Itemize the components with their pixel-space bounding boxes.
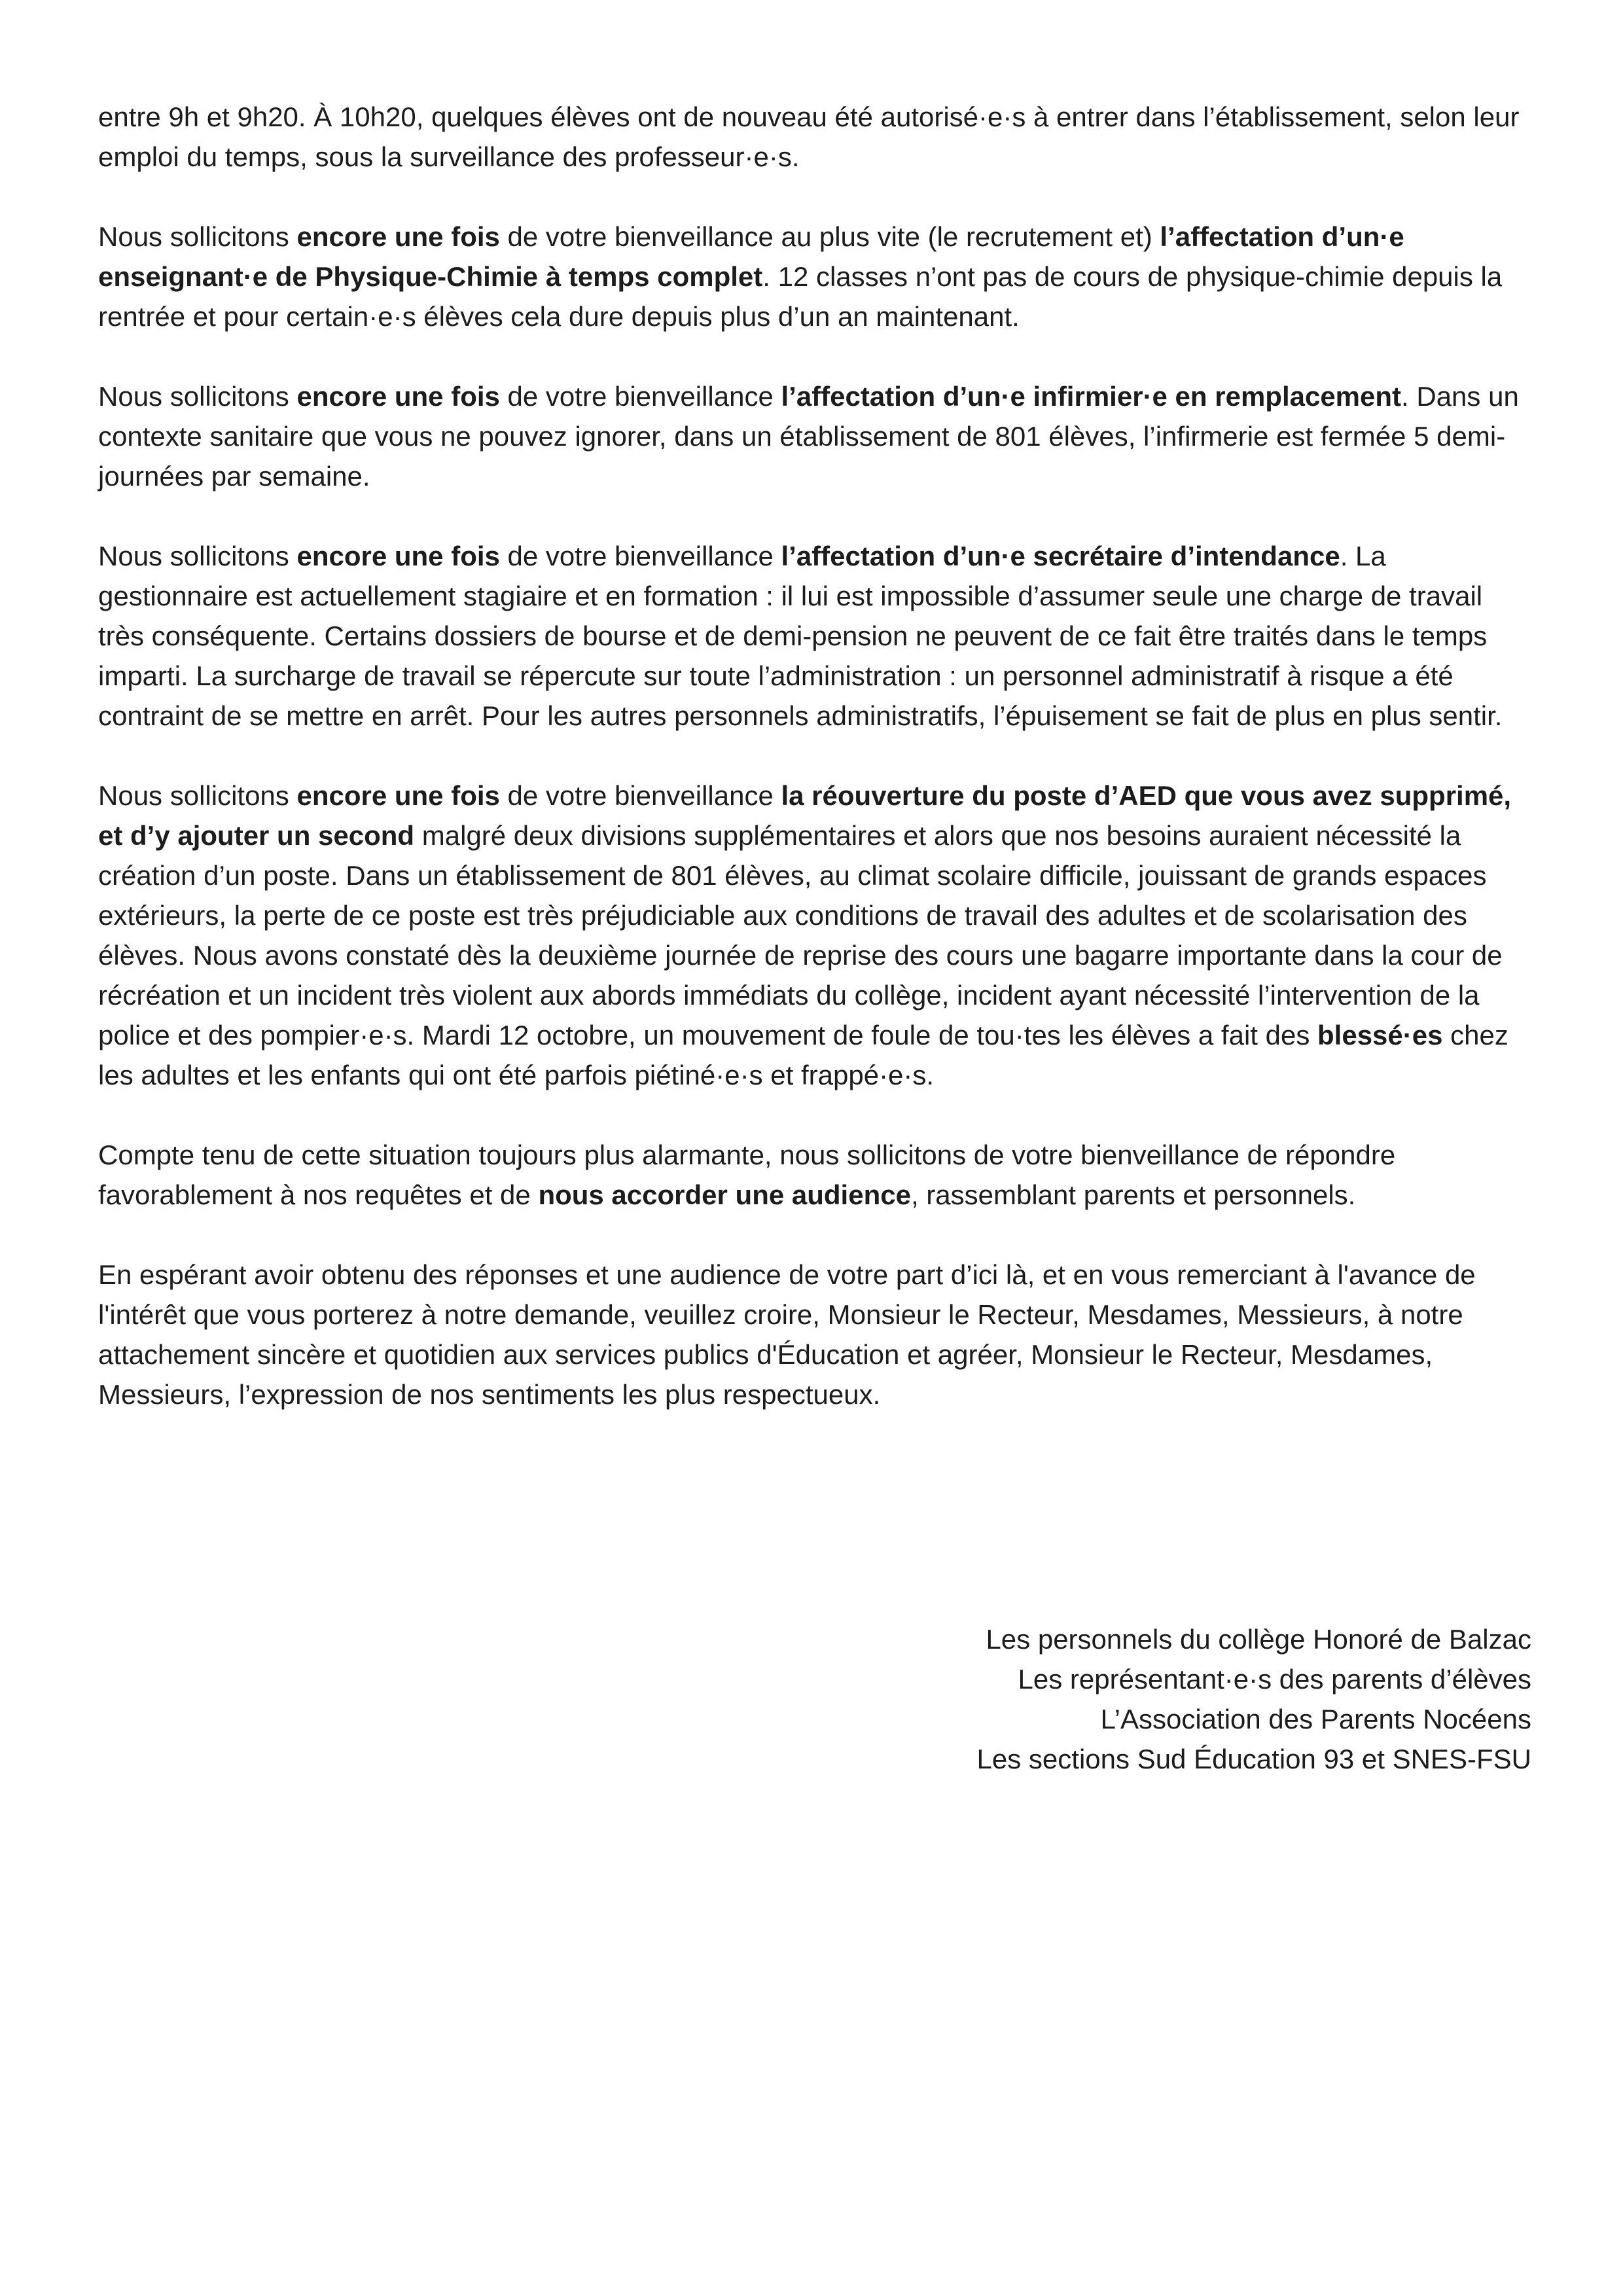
text-run: de votre bienveillance	[499, 541, 781, 571]
paragraph-aed-request	[98, 776, 1531, 1095]
signature-line: Les sections Sud Éducation 93 et SNES-FSU	[976, 1744, 1531, 1774]
bold-text-run: encore une fois	[296, 541, 500, 571]
text-run: de votre bienveillance	[499, 780, 781, 811]
letter-body	[98, 97, 1531, 1454]
signature-line: Les personnels du collège Honoré de Balzac	[986, 1624, 1531, 1655]
paragraph-closing	[98, 1255, 1531, 1414]
bold-text-run: encore une fois	[296, 381, 500, 412]
text-run: chez les adultes et les enfants qui ont été parfois piétiné·e·s et frappé·e·s.	[98, 1020, 1508, 1090]
text-run: En espérant avoir obtenu des réponses et une audience de votre part d’ici là, et en vous remerciant à l'avance de l'intérêt que vous porterez à notre demande, veuillez croire, Monsieur le Recteur, Mesdames, Messieurs, à notre attachement sincère et quotidien aux services publics d'Éducation et agréer, Monsieur le Recteur, Mesdames, Messieurs, l’expression de nos sentiments les plus respectueux.	[98, 1259, 1476, 1410]
paragraph-physics-teacher-request	[98, 217, 1531, 336]
signature-block	[977, 1619, 1531, 1779]
paragraph-arrival-times	[98, 97, 1531, 177]
paragraph-secretary-request	[98, 536, 1531, 736]
bold-text-run: encore une fois	[296, 221, 500, 252]
paragraph-nurse-request	[98, 376, 1531, 496]
bold-text-run: encore une fois	[296, 780, 500, 811]
text-run: de votre bienveillance au plus vite (le recrutement et)	[499, 221, 1160, 252]
text-run: , rassemblant parents et personnels.	[910, 1179, 1356, 1210]
text-run: Compte tenu de cette situation toujours plus alarmante, nous sollicitons de votre bienveillance de répondre favorablement à nos requêtes et de	[98, 1139, 1396, 1210]
bold-text-run: l’affectation d’un·e infirmier·e en remplacement	[781, 381, 1402, 412]
bold-text-run: l’affectation d’un·e enseignant·e de Physique-Chimie à temps complet	[98, 221, 1404, 292]
bold-text-run: l’affectation d’un·e secrétaire d’intendance	[781, 541, 1340, 571]
bold-text-run: blessé·es	[1317, 1020, 1443, 1050]
signature-line: L’Association des Parents Nocéens	[1100, 1704, 1531, 1734]
text-run: entre 9h et 9h20. À 10h20, quelques élèves ont de nouveau été autorisé·e·s à entrer dans l’établissement, selon leur emploi du temps, sous la surveillance des professeur·e·s.	[98, 101, 1520, 172]
text-run: Nous sollicitons	[98, 381, 297, 412]
bold-text-run: la réouverture du poste d’AED que vous avez supprimé, et d’y ajouter un second	[98, 780, 1512, 851]
text-run: . La gestionnaire est actuellement stagiaire et en formation : il lui est impossible d’assumer seule une charge de travail très conséquente. Certains dossiers de bourse et de demi-pension ne peuvent de ce fait être traités dans le temps imparti. La surcharge de travail se répercute sur toute l’administration : un personnel administratif à risque a été contraint de se mettre en arrêt. Pour les autres personnels administratifs, l’épuisement se fait de plus en plus sentir.	[98, 541, 1503, 731]
text-run: Nous sollicitons	[98, 541, 297, 571]
signature-line: Les représentant·e·s des parents d’élèves	[1018, 1664, 1531, 1695]
text-run: Nous sollicitons	[98, 780, 297, 811]
text-run: . 12 classes n’ont pas de cours de physique-chimie depuis la rentrée et pour certain·e·s élèves cela dure depuis plus d’un an maintenant.	[98, 261, 1503, 332]
text-run: . Dans un contexte sanitaire que vous ne pouvez ignorer, dans un établissement de 801 élèves, l’infirmerie est fermée 5 demi-journées par semaine.	[98, 381, 1519, 492]
text-run: de votre bienveillance	[499, 381, 781, 412]
paragraph-audience-request	[98, 1135, 1531, 1215]
text-run: malgré deux divisions supplémentaires et alors que nos besoins auraient nécessité la création d’un poste. Dans un établissement de 801 élèves, au climat scolaire difficile, jouissant de grands espaces extérieurs, la perte de ce poste est très préjudiciable aux conditions de travail des adultes et de scolarisation des élèves. Nous avons constaté dès la deuxième journée de reprise des cours une bagarre importante dans la cour de récréation et un incident très violent aux abords immédiats du collège, incident ayant nécessité l’intervention de la police et des pompier·e·s. Mardi 12 octobre, un mouvement de foule de tou·tes les élèves a fait des	[98, 820, 1503, 1050]
bold-text-run: nous accorder une audience	[538, 1179, 911, 1210]
text-run: Nous sollicitons	[98, 221, 297, 252]
